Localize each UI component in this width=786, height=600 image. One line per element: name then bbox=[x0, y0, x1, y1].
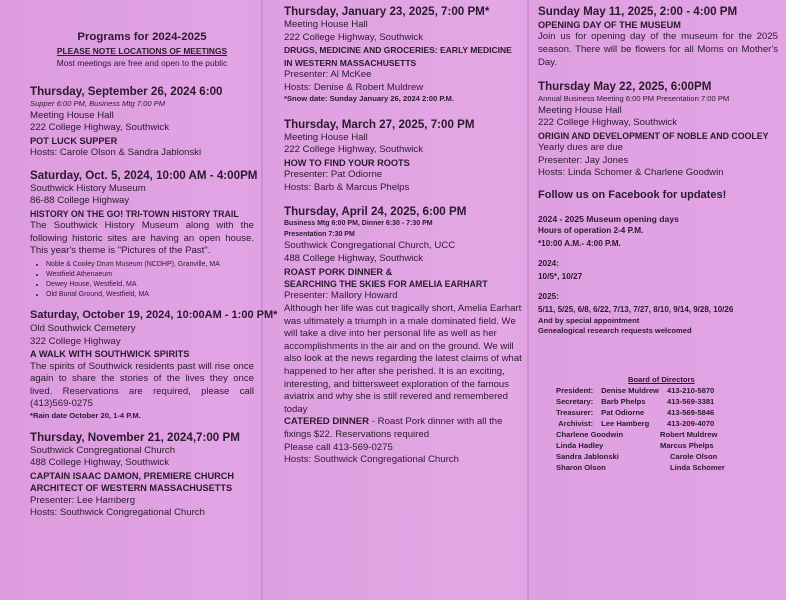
event-title-line2: IN WESTERN MASSACHUSETTS bbox=[284, 57, 417, 68]
officer-phone: 413-569-5846 bbox=[666, 408, 715, 418]
officer-name: Denise Muldrew bbox=[601, 386, 659, 396]
event-location: Meeting House Hall bbox=[30, 109, 114, 121]
table-row bbox=[552, 407, 718, 418]
appointment-note: And by special appointment bbox=[538, 315, 640, 325]
event-location: Meeting House Hall bbox=[284, 131, 368, 143]
museum-hours-text: Hours of operation 2-4 P.M. bbox=[538, 226, 644, 236]
member-name: Sandra Jablonski bbox=[556, 452, 619, 462]
list-item: • Dewey House, Westfield, MA bbox=[46, 280, 254, 290]
event-heading: Saturday, October 19, 2024, 10:00AM - 1:00 PM* bbox=[30, 309, 278, 322]
member-name: Carole Olson bbox=[670, 452, 718, 462]
table-row bbox=[552, 440, 729, 451]
programs-title: Programs for 2024-2025 bbox=[77, 31, 207, 43]
event-title-line2: SEARCHING THE SKIES FOR AMELIA EARHART bbox=[284, 279, 488, 290]
event-schedule: Business Mtg 6:00 PM, Dinner 6:30 - 7:30 PM bbox=[284, 220, 433, 228]
event-hosts: Hosts: Linda Schomer & Charlene Goodwin bbox=[538, 167, 724, 179]
table-row bbox=[552, 385, 718, 396]
table-row bbox=[552, 396, 718, 407]
event-hosts: Hosts: Barb & Marcus Phelps bbox=[284, 181, 410, 193]
member-name: Marcus Phelps bbox=[660, 441, 714, 451]
column-left bbox=[0, 0, 278, 600]
event-presenter: Presenter: Pat Odiorne bbox=[284, 169, 383, 181]
event-location: Meeting House Hall bbox=[538, 104, 622, 116]
event-jan-23 bbox=[284, 4, 522, 105]
member-name: Charlene Goodwin bbox=[556, 430, 624, 440]
member-name: Robert Muldrew bbox=[660, 430, 718, 440]
event-hosts: Hosts: Denise & Robert Muldrew bbox=[284, 81, 424, 93]
free-note: Most meetings are free and open to the public bbox=[56, 58, 228, 69]
event-hosts: Hosts: Southwick Congregational Church bbox=[284, 454, 459, 466]
event-location: Southwick Congregational Church bbox=[30, 444, 176, 456]
dinner-label: CATERED DINNER bbox=[284, 416, 370, 428]
event-hosts: Hosts: Southwick Congregational Church bbox=[30, 507, 205, 519]
list-item: • Noble & Cooley Drum Museum (NCDHP), Granville, MA bbox=[46, 260, 254, 270]
event-heading: Thursday, March 27, 2025, 7:00 PM bbox=[284, 117, 475, 131]
event-may-11 bbox=[538, 4, 778, 69]
officer-phone: 413-210-5870 bbox=[666, 386, 715, 396]
locations-note: PLEASE NOTE LOCATIONS OF MEETINGS bbox=[56, 46, 228, 56]
event-heading: Sunday May 11, 2025, 2:00 - 4:00 PM bbox=[538, 5, 738, 18]
officer-name: Lee Hamberg bbox=[601, 419, 650, 429]
event-title-line2: ARCHITECT OF WESTERN MASSACHUSETTS bbox=[30, 483, 233, 494]
reservation-phone: Please call 413-569-0275 bbox=[284, 441, 393, 453]
dinner-text: - Roast Pork dinner with all the fixings $22. Reservations required bbox=[284, 416, 503, 440]
event-heading: Saturday, Oct. 5, 2024, 10:00 AM - 4:00PM bbox=[30, 168, 258, 182]
event-oct-5 bbox=[30, 168, 258, 300]
officer-phone: 413-569-3381 bbox=[666, 397, 715, 407]
column-middle bbox=[262, 0, 528, 600]
event-location: Meeting House Hall bbox=[284, 19, 368, 30]
dues-note: Yearly dues are due bbox=[538, 142, 623, 154]
board-members-table bbox=[552, 429, 729, 473]
event-nov-21 bbox=[30, 430, 254, 520]
event-address: 222 College Highway, Southwick bbox=[284, 31, 424, 43]
event-location: Southwick Congregational Church, UCC bbox=[284, 240, 456, 252]
event-title: POT LUCK SUPPER bbox=[30, 135, 118, 146]
board-title: Board of Directors bbox=[628, 374, 695, 384]
facebook-note: Follow us on Facebook for updates! bbox=[538, 189, 727, 202]
event-title: HISTORY ON THE GO! TRI-TOWN HISTORY TRAIL bbox=[30, 208, 239, 219]
event-location: Old Southwick Cemetery bbox=[30, 323, 136, 335]
event-address: 222 College Highway, Southwick bbox=[538, 117, 678, 129]
event-description: Join us for opening day of the museum for the 2025 season. There will be flowers for all Moms on Mother's Day. bbox=[538, 31, 778, 68]
event-heading: Thursday May 22, 2025, 6:00PM bbox=[538, 80, 712, 94]
snow-date: *Snow date: Sunday January 26, 2024 2:00 P.M. bbox=[284, 94, 454, 104]
event-mar-27 bbox=[284, 117, 522, 195]
member-name: Linda Schomer bbox=[670, 463, 725, 473]
event-schedule: Supper 6:00 PM, Business Mtg 7:00 PM bbox=[30, 99, 166, 108]
event-heading: Thursday, April 24, 2025, 6:00 PM bbox=[284, 205, 467, 219]
year-2024-dates: 10/5*, 10/27 bbox=[538, 271, 583, 281]
year-2024-label: 2024: bbox=[538, 259, 559, 269]
museum-hours-alt: *10:00 A.M.- 4:00 P.M. bbox=[538, 238, 621, 248]
event-may-22 bbox=[538, 79, 778, 180]
event-apr-24 bbox=[284, 204, 522, 466]
event-presenter: Presenter: Al McKee bbox=[284, 69, 372, 80]
list-item: • Westfield Athenaeum bbox=[46, 270, 254, 280]
event-heading: Thursday, September 26, 2024 6:00 bbox=[30, 85, 223, 98]
rain-date: *Rain date October 20, 1-4 P.M. bbox=[30, 411, 141, 421]
event-address: 86-88 College Highway bbox=[30, 195, 130, 207]
table-row bbox=[552, 418, 718, 429]
event-title: A WALK WITH SOUTHWICK SPIRITS bbox=[30, 349, 190, 360]
event-description: Although her life was cut tragically short, Amelia Earhart was ultimately a triumph in a male dominated field. We will take a dive into her personal life as well as her accomplishments in the air and on the ground. We will also look at the news regarding the latest claims of what happened to her after she perished. It is an exciting, interesting, and bittersweet exploration of the famous aviatrix and why she is still revered and remembered today bbox=[284, 303, 522, 415]
event-address: 488 College Highway, Southwick bbox=[284, 253, 424, 265]
event-presentation-time: Presentation 7:30 PM bbox=[284, 230, 355, 238]
event-heading: Thursday, November 21, 2024,7:00 PM bbox=[30, 430, 240, 444]
officer-role: President: bbox=[556, 386, 594, 396]
event-title: ORIGIN AND DEVELOPMENT OF NOBLE AND COOLEY bbox=[538, 130, 769, 141]
event-address: 322 College Highway bbox=[30, 335, 121, 347]
event-address: 222 College Highway, Southwick bbox=[284, 144, 424, 156]
museum-heading: 2024 - 2025 Museum opening days bbox=[538, 214, 679, 225]
table-row bbox=[552, 462, 729, 473]
member-name: Sharon Olson bbox=[556, 463, 606, 473]
museum-hours bbox=[538, 213, 778, 337]
catered-dinner bbox=[284, 416, 522, 441]
event-address: 488 College Highway, Southwick bbox=[30, 457, 170, 469]
event-address: 222 College Highway, Southwick bbox=[30, 122, 170, 134]
event-hosts: Hosts: Carole Olson & Sandra Jablonski bbox=[30, 147, 202, 159]
event-description: The spirits of Southwick residents past will rise once again to share the stories of the lives they once lived. Reservations are required, please call (413)569-0275 bbox=[30, 360, 254, 410]
historic-sites-list bbox=[46, 260, 254, 300]
officer-name: Pat Odiorne bbox=[601, 408, 645, 418]
officer-role: Secretary: bbox=[556, 397, 594, 407]
event-location: Southwick History Museum bbox=[30, 182, 146, 194]
event-description: The Southwick History Museum along with the following historic sites are having an open house. This year's theme is "Pictures of the Past". bbox=[30, 220, 254, 257]
officer-role: Treasurer: bbox=[556, 408, 594, 418]
event-title: OPENING DAY OF THE MUSEUM bbox=[538, 20, 681, 30]
officer-name: Barb Phelps bbox=[601, 397, 646, 407]
programs-header bbox=[30, 30, 254, 70]
year-2025-label: 2025: bbox=[538, 292, 559, 302]
officer-role: Archivist: bbox=[558, 419, 594, 429]
genealogy-note: Genealogical research requests welcomed bbox=[538, 326, 692, 336]
event-title-line1: ROAST PORK DINNER & bbox=[284, 266, 393, 277]
column-right bbox=[528, 0, 786, 600]
event-title-line1: DRUGS, MEDICINE AND GROCERIES: EARLY MEDICINE bbox=[284, 45, 512, 56]
year-2025-dates: 5/11, 5/25, 6/8, 6/22, 7/13, 7/27, 8/10, 9/14, 9/28, 10/26 bbox=[538, 304, 734, 314]
event-sep-26 bbox=[30, 84, 254, 160]
event-oct-19 bbox=[30, 308, 278, 421]
board-of-directors bbox=[538, 375, 778, 474]
event-presenter: Presenter: Jay Jones bbox=[538, 154, 629, 166]
list-item: • Old Burial Ground, Westfield, MA bbox=[46, 290, 254, 300]
event-presenter: Presenter: Lee Hamberg bbox=[30, 494, 136, 506]
event-schedule: Annual Business Meeting 6:00 PM Presentation 7:00 PM bbox=[538, 94, 730, 104]
event-heading: Thursday, January 23, 2025, 7:00 PM* bbox=[284, 5, 490, 18]
event-title-line1: CAPTAIN ISAAC DAMON, PREMIERE CHURCH bbox=[30, 470, 234, 481]
event-title: HOW TO FIND YOUR ROOTS bbox=[284, 157, 410, 168]
table-row bbox=[552, 429, 729, 440]
table-row bbox=[552, 451, 729, 462]
officer-phone: 413-209-4070 bbox=[666, 419, 715, 429]
board-officers-table bbox=[552, 385, 718, 429]
event-presenter: Presenter: Mallory Howard bbox=[284, 290, 398, 302]
member-name: Linda Hadley bbox=[556, 441, 604, 451]
